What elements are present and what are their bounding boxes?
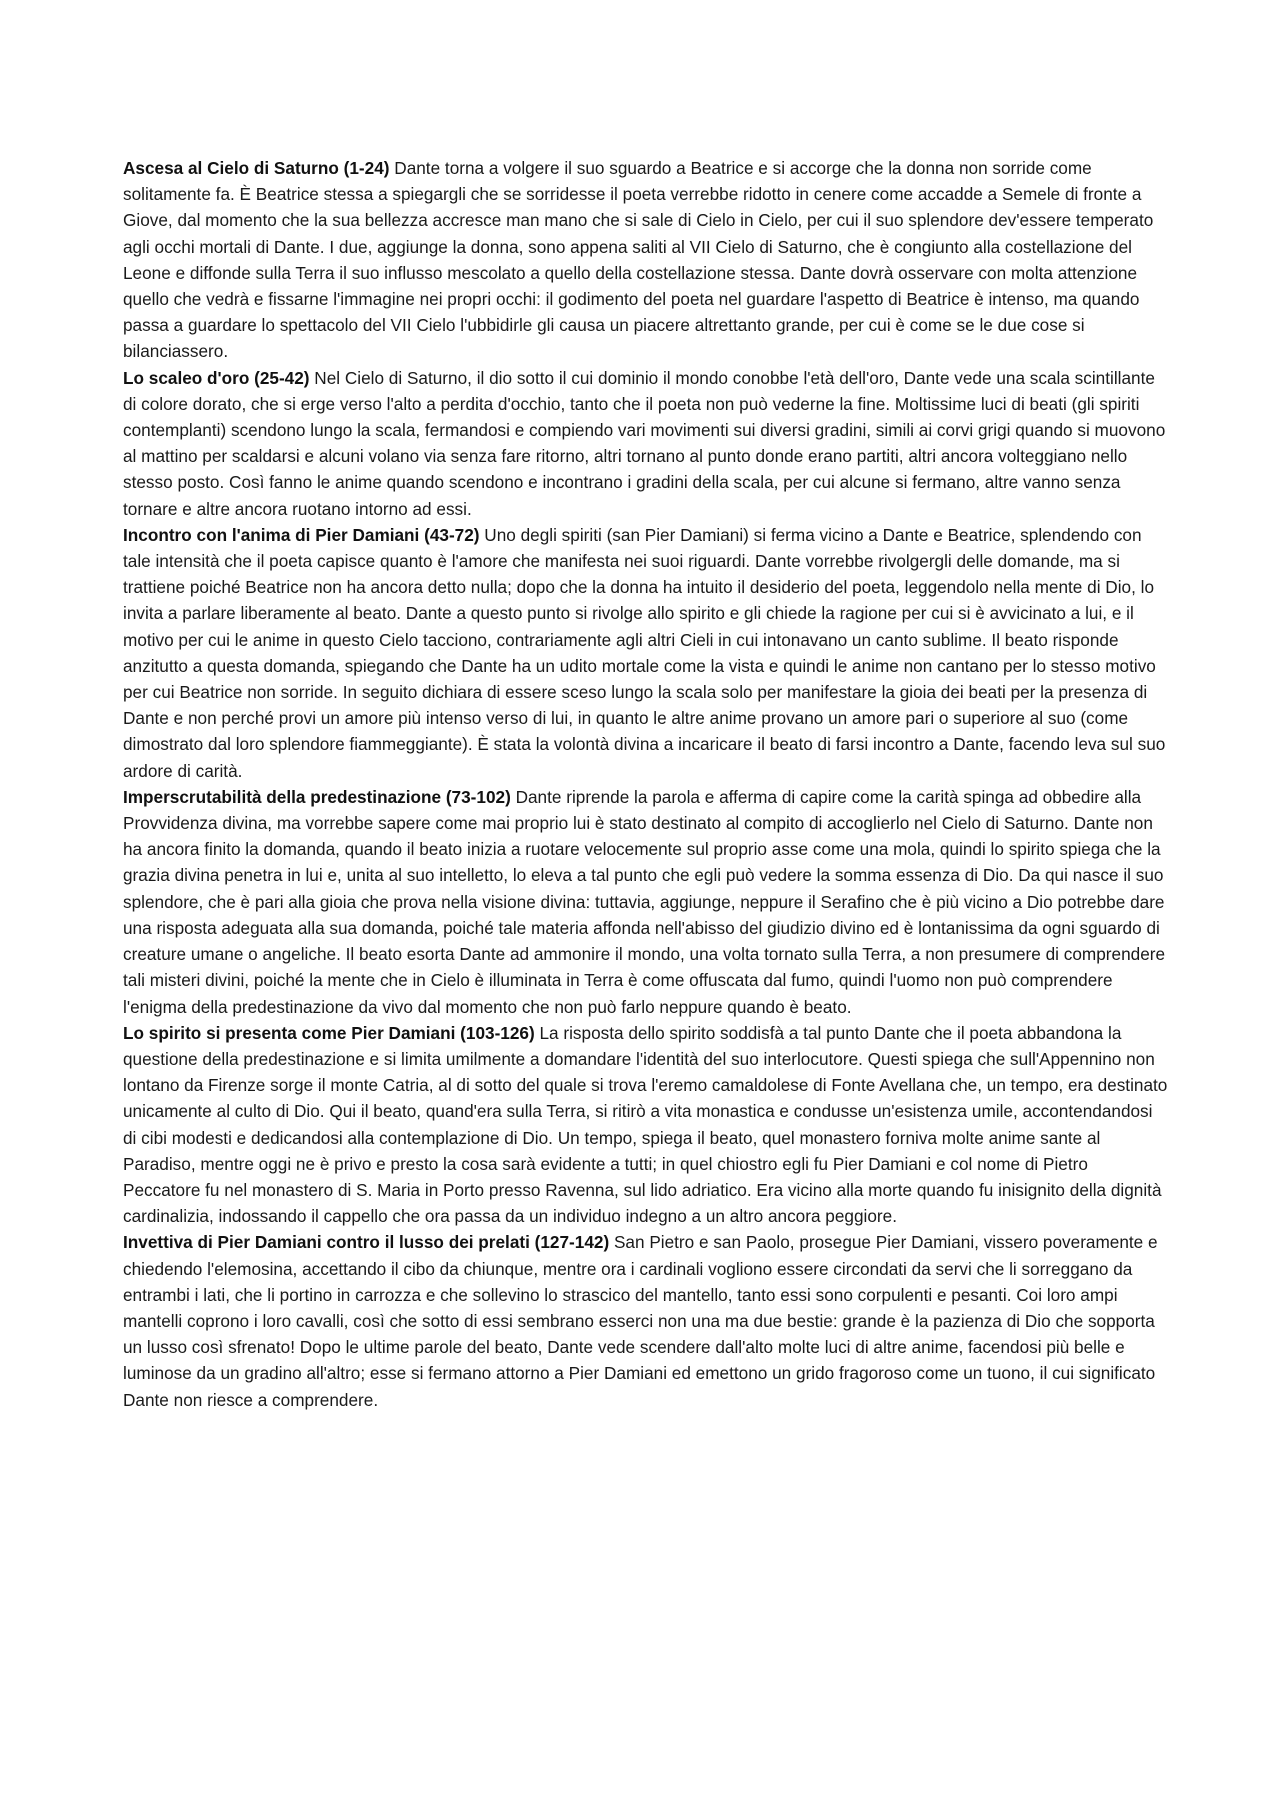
section-heading: Lo scaleo d'oro (25-42) [123, 367, 310, 388]
section-paragraph [123, 155, 1168, 365]
section-paragraph [123, 784, 1168, 1020]
section-text: San Pietro e san Paolo, prosegue Pier Damiani, vissero poveramente e chiedendo l'elemosina, accettando il cibo da chiunque, mentre ora i cardinali vogliono essere circondati da servi che li sorreggano da entrambi i lati, che li portino in carrozza e che sollevino lo strascico del mantello, tanto essi sono corpulenti e pesanti. Coi loro ampi mantelli coprono i loro cavalli, così che sotto di essi sembrano esserci non una ma due bestie: grande è la pazienza di Dio che sopporta un lusso così sfrenato! Dopo le ultime parole del beato, Dante vede scendere dall'alto molte luci di altre anime, facendosi più belle e luminose da un gradino all'altro; esse si fermano attorno a Pier Damiani ed emettono un grido fragoroso come un tuono, il cui significato Dante non riesce a comprendere. [123, 1232, 1158, 1410]
section-text: Dante torna a volgere il suo sguardo a Beatrice e si accorge che la donna non sorride come solitamente fa. È Beatrice stessa a spiegargli che se sorridesse il poeta verrebbe ridotto in cenere come accadde a Semele di fronte a Giove, dal momento che la sua bellezza accresce man mano che si sale di Cielo in Cielo, per cui il suo splendore dev'essere temperato agli occhi mortali di Dante. I due, aggiunge la donna, sono appena saliti al VII Cielo di Saturno, che è congiunto alla costellazione del Leone e diffonde sulla Terra il suo influsso mescolato a quello della costellazione stessa. Dante dovrà osservare con molta attenzione quello che vedrà e fissarne l'immagine nei propri occhi: il godimento del poeta nel guardare l'aspetto di Beatrice è intenso, ma quando passa a guardare lo spettacolo del VII Cielo l'ubbidirle gli causa un piacere altrettanto grande, per cui è come se le due cose si bilanciassero. [123, 158, 1154, 362]
section-paragraph [123, 365, 1168, 522]
section-text: Uno degli spiriti (san Pier Damiani) si ferma vicino a Dante e Beatrice, splendendo con tale intensità che il poeta capisce quanto è l'amore che manifesta nei suoi riguardi. Dante vorrebbe rivolgergli delle domande, ma si trattiene poiché Beatrice non ha ancora detto nulla; dopo che la donna ha intuito il desiderio del poeta, leggendolo nella mente di Dio, lo invita a parlare liberamente al beato. Dante a questo punto si rivolge allo spirito e gli chiede la ragione per cui si è avvicinato a lui, e il motivo per cui le anime in questo Cielo tacciono, contrariamente agli altri Cieli in cui intonavano un canto sublime. Il beato risponde anzitutto a questa domanda, spiegando che Dante ha un udito mortale come la vista e quindi le anime non cantano per lo stesso motivo per cui Beatrice non sorride. In seguito dichiara di essere sceso lungo la scala solo per manifestare la gioia dei beati per la presenza di Dante e non perché provi un amore più intenso verso di lui, in quanto le altre anime provano un amore pari o superiore al suo (come dimostrato dal loro splendore fiammeggiante). È stata la volontà divina a incaricare il beato di farsi incontro a Dante, facendo leva sul suo ardore di carità. [123, 524, 1166, 781]
section-text: Dante riprende la parola e afferma di capire come la carità spinga ad obbedire alla Provvidenza divina, ma vorrebbe sapere come mai proprio lui è stato destinato al compito di accoglierlo nel Cielo di Saturno. Dante non ha ancora finito la domanda, quando il beato inizia a ruotare velocemente sul proprio asse come una mola, quindi lo spirito spiega che la grazia divina penetra in lui e, unita al suo intelletto, lo eleva a tal punto che egli può vedere la somma essenza di Dio. Da qui nasce il suo splendore, che è pari alla gioia che prova nella visione divina: tuttavia, aggiunge, neppure il Serafino che è più vicino a Dio potrebbe dare una risposta adeguata alla sua domanda, poiché tale materia affonda nell'abisso del giudizio divino ed è lontanissima da ogni sguardo di creature umane o angeliche. Il beato esorta Dante ad ammonire il mondo, una volta tornato sulla Terra, a non presumere di comprendere tali misteri divini, poiché la mente che in Cielo è illuminata in Terra è come offuscata dal fumo, quindi l'uomo non può comprendere l'enigma della predestinazione da vivo dal momento che non può farlo neppure quando è beato. [123, 786, 1166, 1017]
section-heading: Incontro con l'anima di Pier Damiani (43-72) [123, 524, 480, 545]
section-paragraph [123, 1020, 1168, 1230]
section-text: La risposta dello spirito soddisfà a tal punto Dante che il poeta abbandona la questione della predestinazione e si limita umilmente a domandare l'identità del suo interlocutore. Questi spiega che sull'Appennino non lontano da Firenze sorge il monte Catria, al di sotto del quale si trova l'eremo camaldolese di Fonte Avellana che, un tempo, era destinato unicamente al culto di Dio. Qui il beato, quand'era sulla Terra, si ritirò a vita monastica e condusse un'esistenza umile, accontendandosi di cibi modesti e dedicandosi alla contemplazione di Dio. Un tempo, spiega il beato, quel monastero forniva molte anime sante al Paradiso, mentre oggi ne è privo e presto la cosa sarà evidente a tutti; in quel chiostro egli fu Pier Damiani e col nome di Pietro Peccatore fu nel monastero di S. Maria in Porto presso Ravenna, sul lido adriatico. Era vicino alla morte quando fu inisignito della dignità cardinalizia, indossando il cappello che ora passa da un individuo indegno a un altro ancora peggiore. [123, 1022, 1168, 1227]
section-heading: Invettiva di Pier Damiani contro il lusso dei prelati (127-142) [123, 1232, 610, 1253]
section-heading: Lo spirito si presenta come Pier Damiani (103-126) [123, 1022, 535, 1043]
section-heading: Imperscrutabilità della predestinazione (73-102) [123, 786, 511, 807]
section-text: Nel Cielo di Saturno, il dio sotto il cui dominio il mondo conobbe l'età dell'oro, Dante vede una scala scintillante di colore dorato, che si erge verso l'alto a perdita d'occhio, tanto che il poeta non può vederne la fine. Moltissime luci di beati (gli spiriti contemplanti) scendono lungo la scala, fermandosi e compiendo vari movimenti sui diversi gradini, simili ai corvi grigi quando si muovono al mattino per scaldarsi e alcuni volano via senza fare ritorno, altri tornano al punto donde erano partiti, altri ancora volteggiano nello stesso posto. Così fanno le anime quando scendono e incontrano i gradini della scala, per cui alcune si fermano, altre vanno senza tornare e altre ancora ruotano intorno ad essi. [123, 367, 1166, 519]
section-paragraph [123, 1229, 1168, 1412]
section-paragraph [123, 522, 1168, 784]
section-heading: Ascesa al Cielo di Saturno (1-24) [123, 158, 390, 178]
document-body [123, 155, 1168, 1413]
